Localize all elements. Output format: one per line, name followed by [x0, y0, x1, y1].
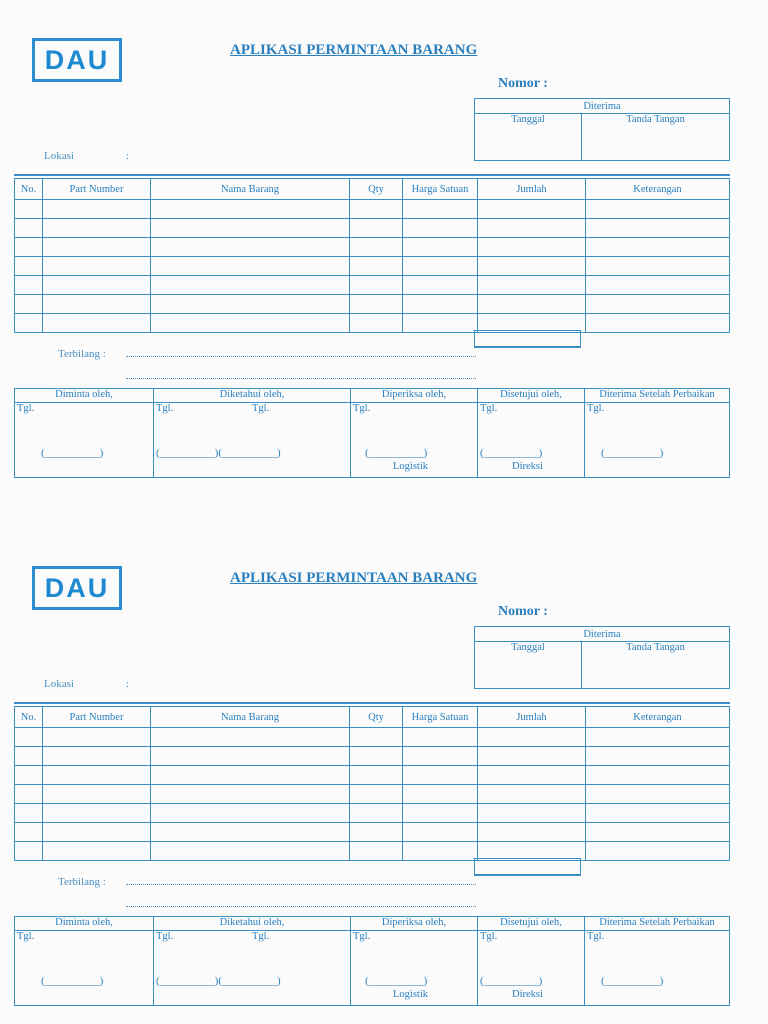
request-form-2 [0, 528, 768, 998]
item-cell[interactable] [403, 728, 478, 747]
diterima-perbaikan-header: Diterima Setelah Perbaikan [585, 389, 730, 403]
item-cell[interactable] [15, 766, 43, 785]
item-cell[interactable] [586, 276, 730, 295]
item-cell[interactable] [403, 276, 478, 295]
terbilang-line-1[interactable] [126, 356, 476, 357]
item-cell[interactable] [43, 823, 151, 842]
lokasi-label: Lokasi [44, 150, 74, 162]
item-cell[interactable] [151, 219, 350, 238]
col-nama-barang: Nama Barang [151, 707, 350, 728]
tanda-tangan-cell[interactable] [582, 642, 730, 689]
item-cell[interactable] [43, 785, 151, 804]
item-cell[interactable] [478, 804, 586, 823]
company-logo [32, 38, 122, 82]
item-cell[interactable] [43, 295, 151, 314]
item-cell[interactable] [151, 785, 350, 804]
diminta-header: Diminta oleh, [15, 917, 154, 931]
lokasi-colon: : [126, 678, 130, 690]
item-cell[interactable] [43, 257, 151, 276]
item-cell[interactable] [478, 295, 586, 314]
diterima-header: Diterima [475, 627, 730, 642]
diminta-sign-cell[interactable] [15, 931, 154, 1006]
item-cell[interactable] [350, 219, 403, 238]
table-row [15, 842, 730, 861]
diminta-sign-cell[interactable] [15, 403, 154, 478]
item-cell[interactable] [478, 728, 586, 747]
diperiksa-header: Diperiksa oleh, [351, 389, 478, 403]
items-table [14, 178, 730, 333]
disetujui-header: Disetujui oleh, [478, 917, 585, 931]
terbilang-line-2[interactable] [126, 378, 476, 379]
diterima-header: Diterima [475, 99, 730, 114]
col-qty: Qty [350, 179, 403, 200]
item-cell[interactable] [586, 766, 730, 785]
col-part-number: Part Number [43, 179, 151, 200]
item-cell[interactable] [350, 238, 403, 257]
col-jumlah: Jumlah [478, 179, 586, 200]
tanda-tangan-label: Tanda Tangan [626, 642, 685, 653]
col-jumlah: Jumlah [478, 707, 586, 728]
item-cell[interactable] [151, 728, 350, 747]
table-row [15, 257, 730, 276]
item-cell[interactable] [350, 785, 403, 804]
col-nama-barang: Nama Barang [151, 179, 350, 200]
table-row [15, 747, 730, 766]
signature-blank: (__________)(__________) [156, 975, 281, 987]
item-cell[interactable] [403, 823, 478, 842]
terbilang-label: Terbilang : [58, 348, 106, 360]
item-cell[interactable] [15, 842, 43, 861]
top-rule [14, 174, 730, 176]
diterima-box [474, 98, 730, 161]
tanda-tangan-label: Tanda Tangan [626, 114, 685, 125]
item-cell[interactable] [478, 766, 586, 785]
item-cell[interactable] [15, 295, 43, 314]
table-row [15, 200, 730, 219]
item-cell[interactable] [478, 276, 586, 295]
tgl-label: Tgl. [17, 403, 35, 414]
item-cell[interactable] [586, 314, 730, 333]
item-cell[interactable] [478, 785, 586, 804]
item-cell[interactable] [350, 295, 403, 314]
item-cell[interactable] [151, 804, 350, 823]
table-row [15, 823, 730, 842]
item-cell[interactable] [586, 728, 730, 747]
table-row [15, 728, 730, 747]
item-cell[interactable] [43, 314, 151, 333]
diminta-header: Diminta oleh, [15, 389, 154, 403]
col-keterangan: Keterangan [586, 179, 730, 200]
item-cell[interactable] [15, 823, 43, 842]
logo-text: DAU [44, 572, 110, 603]
lokasi-colon: : [126, 150, 130, 162]
item-cell[interactable] [43, 276, 151, 295]
item-cell[interactable] [15, 276, 43, 295]
tgl-label: Tgl. [156, 931, 174, 942]
diperiksa-sign-cell[interactable] [351, 931, 478, 1006]
disetujui-sign-cell[interactable] [478, 931, 585, 1006]
logistik-label: Logistik [393, 461, 429, 472]
jumlah-total-box[interactable] [474, 858, 581, 876]
item-cell[interactable] [151, 842, 350, 861]
col-harga-satuan: Harga Satuan [403, 707, 478, 728]
item-cell[interactable] [350, 804, 403, 823]
terbilang-line-1[interactable] [126, 884, 476, 885]
terbilang-line-2[interactable] [126, 906, 476, 907]
item-cell[interactable] [151, 747, 350, 766]
item-cell[interactable] [151, 295, 350, 314]
table-row [15, 766, 730, 785]
item-cell[interactable] [350, 823, 403, 842]
diperiksa-header: Diperiksa oleh, [351, 917, 478, 931]
col-qty: Qty [350, 707, 403, 728]
item-cell[interactable] [43, 238, 151, 257]
item-cell[interactable] [350, 314, 403, 333]
item-cell[interactable] [350, 842, 403, 861]
signature-blank: (__________) [41, 975, 104, 987]
direksi-label: Direksi [512, 989, 543, 1000]
item-cell[interactable] [478, 257, 586, 276]
item-cell[interactable] [15, 785, 43, 804]
item-cell[interactable] [15, 314, 43, 333]
disetujui-header: Disetujui oleh, [478, 389, 585, 403]
tgl-label: Tgl. [252, 403, 270, 414]
item-cell[interactable] [403, 747, 478, 766]
item-cell[interactable] [478, 823, 586, 842]
diterima-perbaikan-header: Diterima Setelah Perbaikan [585, 917, 730, 931]
item-cell[interactable] [478, 238, 586, 257]
item-cell[interactable] [403, 219, 478, 238]
item-cell[interactable] [403, 200, 478, 219]
item-cell[interactable] [586, 257, 730, 276]
item-cell[interactable] [403, 295, 478, 314]
top-rule [14, 702, 730, 704]
tanda-tangan-cell[interactable] [582, 114, 730, 161]
item-cell[interactable] [478, 219, 586, 238]
tanggal-cell[interactable] [475, 114, 582, 161]
logistik-label: Logistik [393, 989, 429, 1000]
col-no: No. [15, 707, 43, 728]
item-cell[interactable] [151, 238, 350, 257]
table-row [15, 785, 730, 804]
diperiksa-sign-cell[interactable] [351, 403, 478, 478]
item-cell[interactable] [586, 747, 730, 766]
item-cell[interactable] [43, 219, 151, 238]
item-cell[interactable] [350, 766, 403, 785]
item-cell[interactable] [403, 804, 478, 823]
item-cell[interactable] [403, 842, 478, 861]
item-cell[interactable] [43, 728, 151, 747]
items-table [14, 706, 730, 861]
item-cell[interactable] [43, 766, 151, 785]
tgl-label: Tgl. [587, 403, 605, 414]
item-cell[interactable] [151, 276, 350, 295]
signature-blank: (__________) [601, 975, 664, 987]
item-cell[interactable] [151, 200, 350, 219]
item-cell[interactable] [403, 766, 478, 785]
diterima-box [474, 626, 730, 689]
nomor-label: Nomor : [498, 76, 548, 91]
col-harga-satuan: Harga Satuan [403, 179, 478, 200]
signature-table [14, 388, 730, 478]
direksi-label: Direksi [512, 461, 543, 472]
tanggal-cell[interactable] [475, 642, 582, 689]
item-cell[interactable] [478, 200, 586, 219]
item-cell[interactable] [586, 200, 730, 219]
diketahui-header: Diketahui oleh, [154, 917, 351, 931]
table-row [15, 804, 730, 823]
table-row [15, 276, 730, 295]
item-cell[interactable] [586, 804, 730, 823]
item-cell[interactable] [15, 238, 43, 257]
logo-text: DAU [44, 44, 110, 75]
lokasi-label: Lokasi [44, 678, 74, 690]
tanggal-label: Tanggal [511, 642, 545, 653]
signature-blank: (__________) [41, 447, 104, 459]
tgl-label: Tgl. [480, 403, 498, 414]
item-cell[interactable] [478, 747, 586, 766]
item-cell[interactable] [15, 804, 43, 823]
signature-blank: (__________) [365, 975, 428, 987]
item-cell[interactable] [350, 200, 403, 219]
form-title: APLIKASI PERMINTAAN BARANG [230, 570, 478, 586]
signature-blank: (__________) [601, 447, 664, 459]
signature-blank: (__________) [480, 447, 543, 459]
diketahui-header: Diketahui oleh, [154, 389, 351, 403]
tgl-label: Tgl. [480, 931, 498, 942]
item-cell[interactable] [403, 314, 478, 333]
table-row [15, 295, 730, 314]
item-cell[interactable] [350, 257, 403, 276]
jumlah-total-box[interactable] [474, 330, 581, 348]
item-cell[interactable] [151, 823, 350, 842]
item-cell[interactable] [43, 842, 151, 861]
table-row [15, 219, 730, 238]
item-cell[interactable] [350, 747, 403, 766]
tgl-label: Tgl. [353, 931, 371, 942]
item-cell[interactable] [15, 219, 43, 238]
terbilang-label: Terbilang : [58, 876, 106, 888]
item-cell[interactable] [586, 823, 730, 842]
diketahui-sign-cell[interactable] [154, 931, 351, 1006]
item-cell[interactable] [43, 200, 151, 219]
tanggal-label: Tanggal [511, 114, 545, 125]
item-cell[interactable] [151, 314, 350, 333]
tgl-label: Tgl. [17, 931, 35, 942]
request-form-1 [0, 0, 768, 470]
item-cell[interactable] [43, 747, 151, 766]
item-cell[interactable] [403, 785, 478, 804]
item-cell[interactable] [586, 295, 730, 314]
tgl-label: Tgl. [156, 403, 174, 414]
signature-table [14, 916, 730, 1006]
item-cell[interactable] [15, 728, 43, 747]
item-cell[interactable] [151, 257, 350, 276]
item-cell[interactable] [403, 257, 478, 276]
item-cell[interactable] [15, 747, 43, 766]
item-cell[interactable] [403, 238, 478, 257]
diketahui-sign-cell[interactable] [154, 403, 351, 478]
item-cell[interactable] [350, 728, 403, 747]
tgl-label: Tgl. [353, 403, 371, 414]
col-keterangan: Keterangan [586, 707, 730, 728]
table-row [15, 238, 730, 257]
company-logo [32, 566, 122, 610]
col-no: No. [15, 179, 43, 200]
items-header-row [15, 179, 730, 200]
item-cell[interactable] [586, 238, 730, 257]
item-cell[interactable] [151, 766, 350, 785]
item-cell[interactable] [586, 842, 730, 861]
item-cell[interactable] [350, 276, 403, 295]
diterima-perbaikan-sign-cell[interactable] [585, 931, 730, 1006]
form-title: APLIKASI PERMINTAAN BARANG [230, 42, 478, 58]
signature-blank: (__________)(__________) [156, 447, 281, 459]
diterima-perbaikan-sign-cell[interactable] [585, 403, 730, 478]
items-header-row [15, 707, 730, 728]
item-cell[interactable] [586, 785, 730, 804]
item-cell[interactable] [586, 219, 730, 238]
item-cell[interactable] [15, 200, 43, 219]
item-cell[interactable] [43, 804, 151, 823]
tgl-label: Tgl. [252, 931, 270, 942]
item-cell[interactable] [15, 257, 43, 276]
nomor-label: Nomor : [498, 604, 548, 619]
tgl-label: Tgl. [587, 931, 605, 942]
signature-blank: (__________) [365, 447, 428, 459]
signature-blank: (__________) [480, 975, 543, 987]
table-row [15, 314, 730, 333]
disetujui-sign-cell[interactable] [478, 403, 585, 478]
col-part-number: Part Number [43, 707, 151, 728]
